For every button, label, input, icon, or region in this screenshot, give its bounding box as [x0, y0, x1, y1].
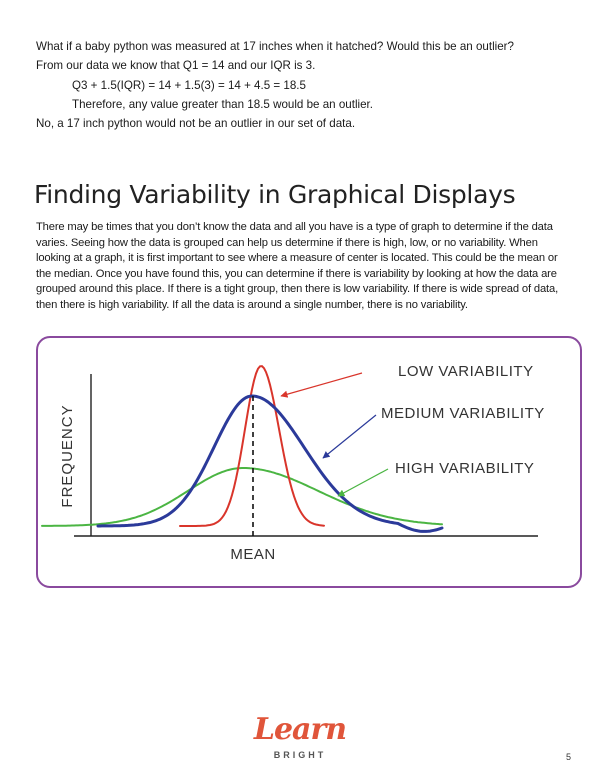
- variability-chart: [38, 338, 584, 590]
- label-low-variability: LOW VARIABILITY: [398, 363, 534, 380]
- label-medium-variability: MEDIUM VARIABILITY: [381, 405, 545, 422]
- intro-text: [36, 40, 576, 136]
- intro-conclusion: Therefore, any value greater than 18.5 would be an outlier.: [72, 97, 373, 111]
- intro-given-data: From our data we know that Q1 = 14 and our IQR is 3.: [36, 59, 316, 73]
- learn-bright-logo: [245, 712, 355, 766]
- logo-word: Learn: [253, 712, 347, 747]
- page-number: 5: [566, 752, 572, 762]
- intro-answer: No, a 17 inch python would not be an outlier in our set of data.: [36, 117, 356, 131]
- logo-subtitle: BRIGHT: [273, 750, 327, 760]
- curve-high-variability: [42, 468, 442, 526]
- x-axis-label-mean: MEAN: [230, 546, 276, 563]
- intro-question: What if a baby python was measured at 17 inches when it hatched? Would this be an outlier?: [36, 40, 514, 53]
- low-variability-arrow: [281, 373, 362, 396]
- high-variability-arrow: [338, 469, 388, 496]
- section-heading: Finding Variability in Graphical Displays: [34, 180, 516, 209]
- y-axis-label-frequency: FREQUENCY: [59, 404, 76, 508]
- intro-calculation: Q3 + 1.5(IQR) = 14 + 1.5(3) = 14 + 4.5 = 18.5: [72, 78, 306, 92]
- section-paragraph: There may be times that you don’t know the data and all you have is a type of graph to determine if the data varies. Seeing how the data is grouped can help us determine if there is high, low, or no variability. When looking at a graph, it is first important to see where a measure of center is located. This could be the mean or the median. Once you have found this, you can determine if there is variability by looking at how the data are grouped around this place. If there is a tight group, then there is low variability. If there is wide spread of data, then there is high variability. If all the data is around a single number, there is no variability.: [36, 221, 559, 311]
- variability-chart-frame: [36, 336, 582, 588]
- label-high-variability: HIGH VARIABILITY: [395, 460, 535, 477]
- medium-variability-arrow: [323, 415, 376, 458]
